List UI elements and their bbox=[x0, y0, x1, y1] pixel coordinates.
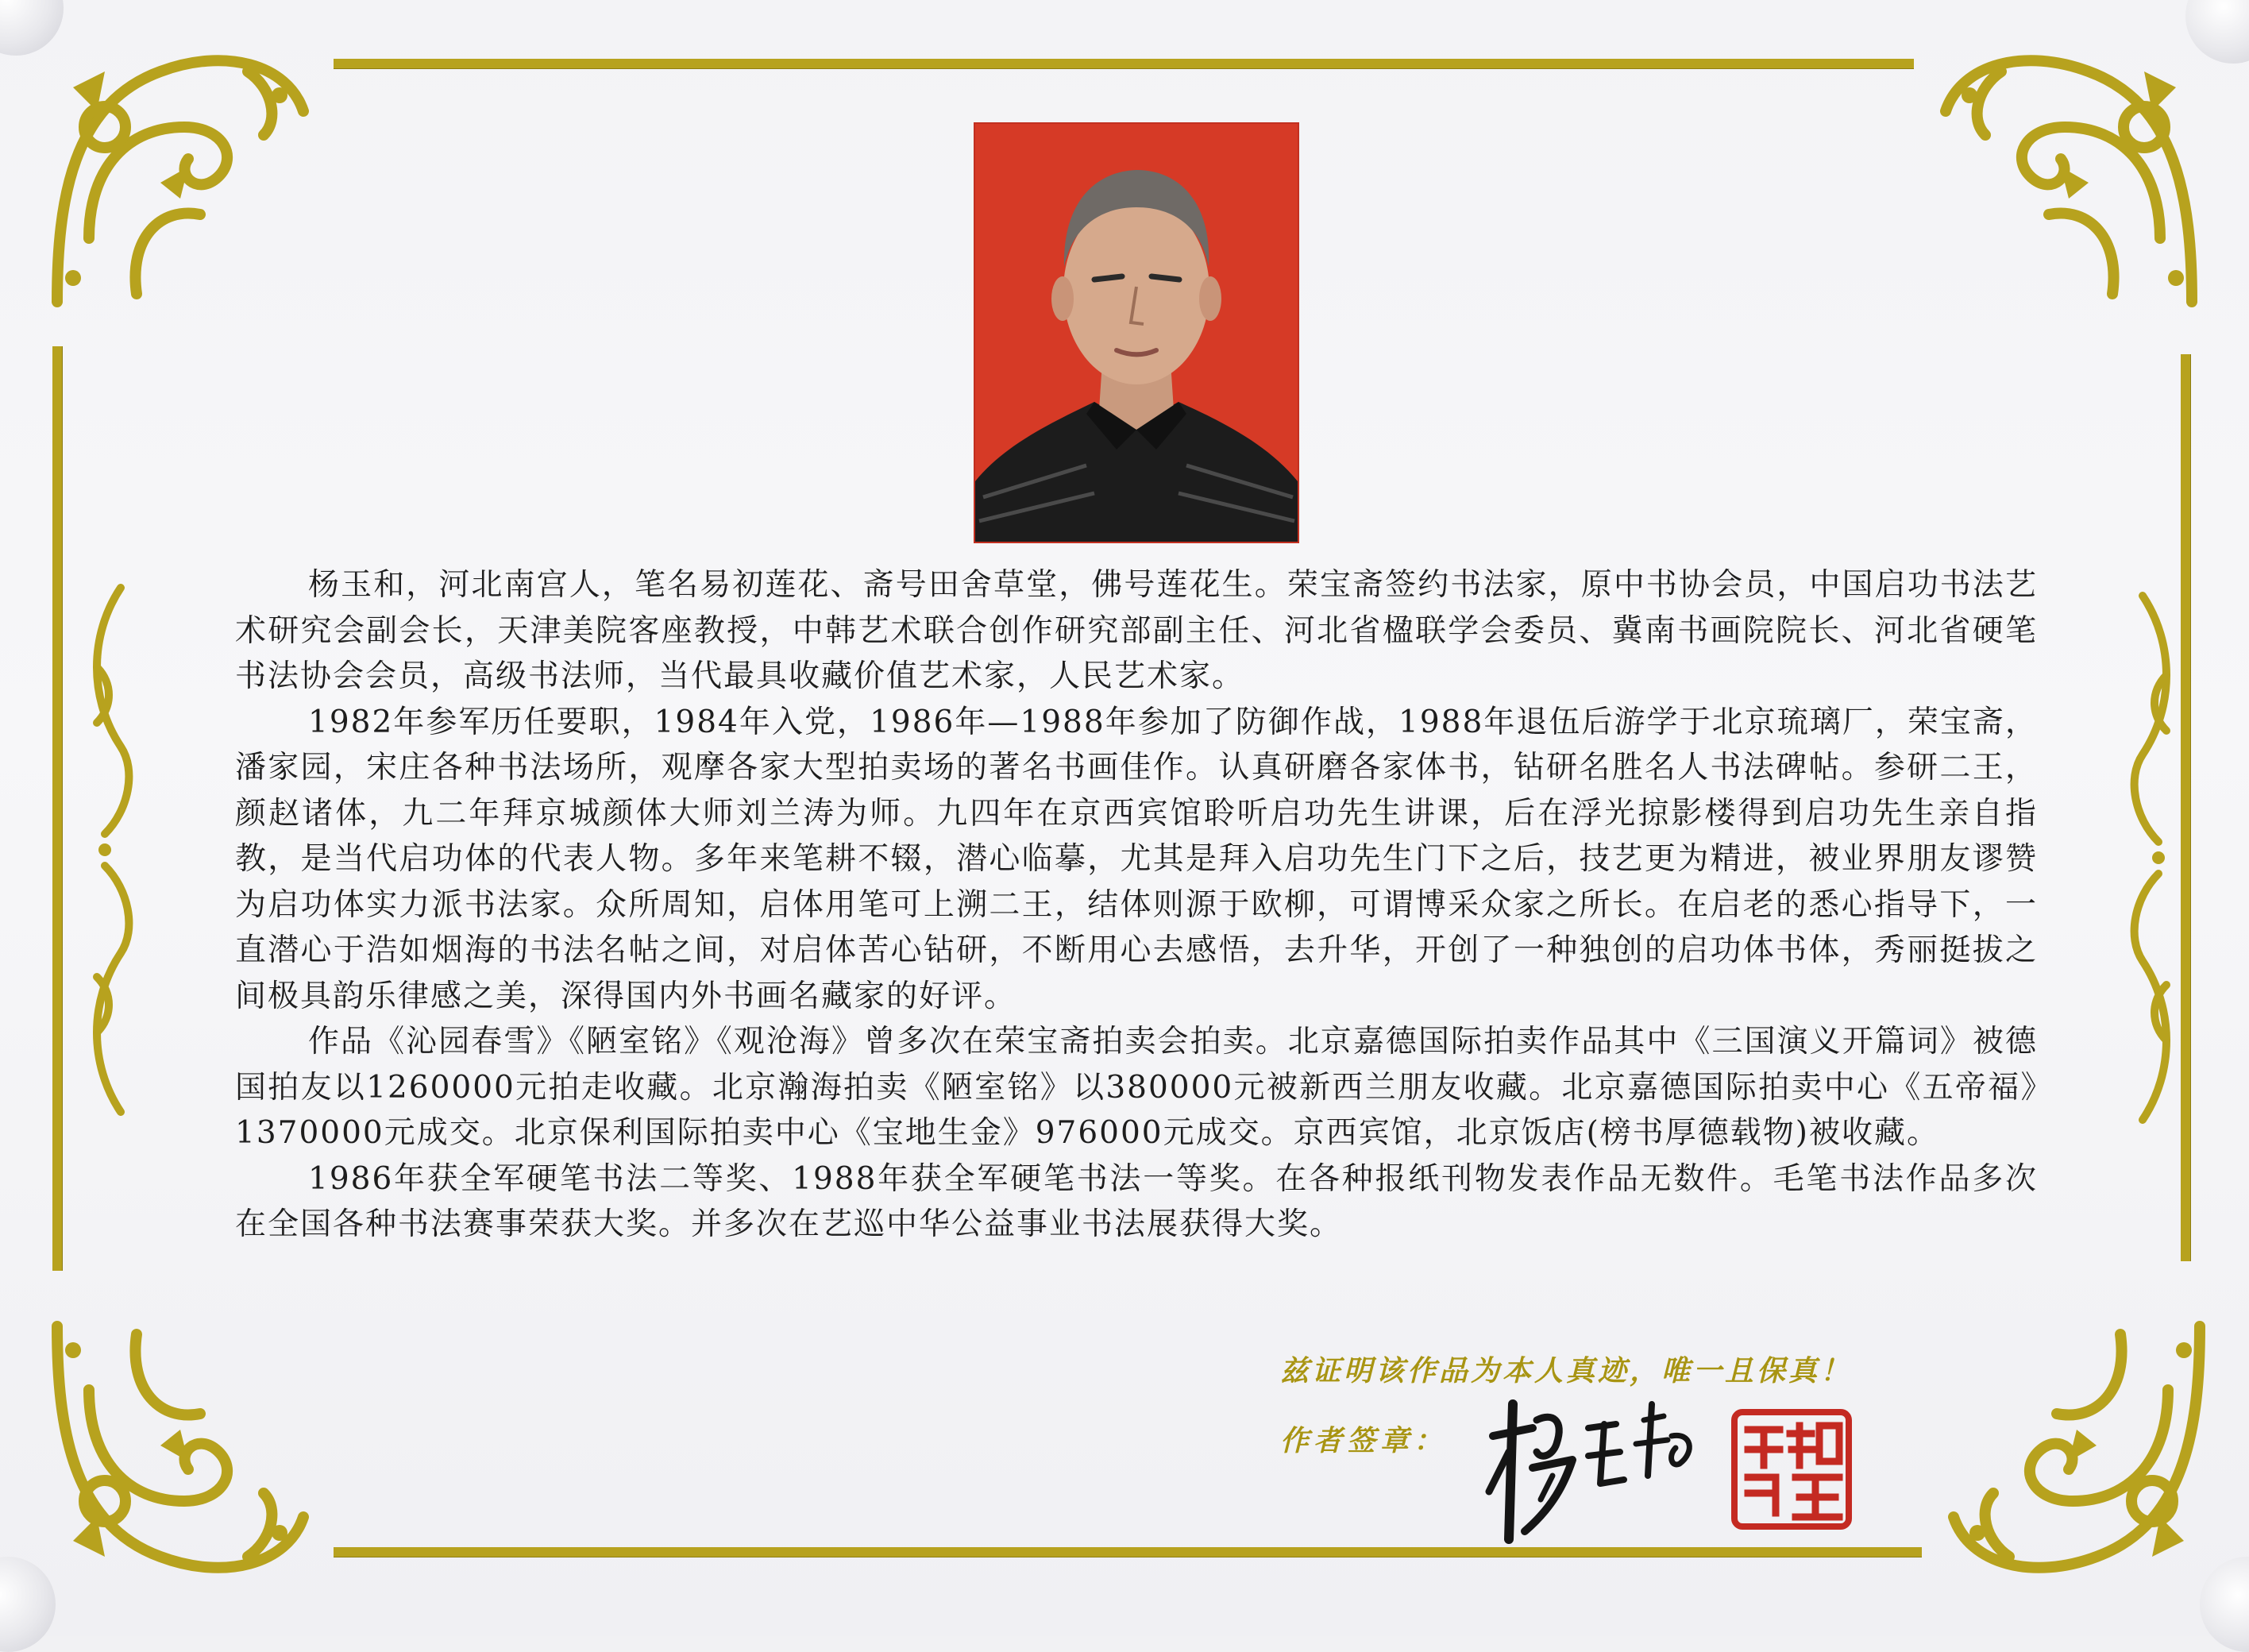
side-ornament-right bbox=[2119, 580, 2190, 1136]
signature-label: 作者签章： bbox=[1280, 1425, 1448, 1457]
handwritten-signature bbox=[1477, 1388, 1699, 1547]
authenticity-statement: 兹证明该作品为本人真迹，唯一且保真！ bbox=[1280, 1355, 1853, 1388]
side-ornament-left bbox=[73, 572, 145, 1128]
corner-ornament-bottom-right bbox=[1930, 1303, 2216, 1588]
corner-ornament-bottom-left bbox=[41, 1303, 327, 1588]
corner-ornament-top-right bbox=[1922, 40, 2208, 326]
biography-text bbox=[235, 562, 2038, 1248]
portrait-photo bbox=[975, 124, 1298, 542]
red-seal-stamp bbox=[1728, 1406, 1855, 1533]
bio-paragraph-2: 1982年参军历任要职，1984年入党，1986年—1988年参加了防御作战，1988年退伍后游学于北京琉璃厂，荣宝斋，潘家园，宋庄各种书法场所，观摩各家大型拍卖场的著名书画佳作。认真研磨各家体书，钻研名胜名人书法碑帖。参研二王，颜赵诸体，九二年拜京城颜体大师刘兰涛为师。九四年在京西宾馆聆听启功先生讲课，后在浮光掠影楼得到启功先生亲自指教，是当代启功体的代表人物。多年来笔耕不辍，潜心临摹，尤其是拜入启功先生门下之后，技艺更为精进，被业界朋友谬赞为启功体实力派书法家。众所周知，启体用笔可上溯二王，结体则源于欧柳，可谓博采众家之所长。在启老的悉心指导下，一直潜心于浩如烟海的书法名帖之间，对启体苦心钻研，不断用心去感悟，去升华，开创了一种独创的启功体书体，秀丽挺拔之间极具韵乐律感之美，深得国内外书画名藏家的好评。 bbox=[235, 704, 2038, 1014]
bio-paragraph-3: 作品《沁园春雪》《陋室铭》《观沧海》曾多次在荣宝斋拍卖会拍卖。北京嘉德国际拍卖作品其中《三国演义开篇词》被德国拍友以1260000元拍走收藏。北京瀚海拍卖《陋室铭》以380000元被新西兰朋友收藏。北京嘉德国际拍卖中心《五帝福》1370000元成交。北京保利国际拍卖中心《宝地生金》976000元成交。京西宾馆，北京饭店(榜书厚德载物)被收藏。 bbox=[235, 1024, 2038, 1151]
corner-ornament-top-left bbox=[41, 40, 327, 326]
bio-paragraph-1: 杨玉和，河北南宫人，笔名易初莲花、斋号田舍草堂，佛号莲花生。荣宝斋签约书法家，原中书协会员，中国启功书法艺术研究会副会长，天津美院客座教授，中韩艺术联合创作研究部副主任、河北省楹联学会委员、冀南书画院院长、河北省硬笔书法协会会员，高级书法师，当代最具收藏价值艺术家，人民艺术家。 bbox=[235, 567, 2038, 694]
bio-paragraph-4: 1986年获全军硬笔书法二等奖、1988年获全军硬笔书法一等奖。在各种报纸刊物发表作品无数件。毛笔书法作品多次在全国各种书法赛事荣获大奖。并多次在艺巡中华公益事业书法展获得大奖。 bbox=[235, 1160, 2038, 1242]
border-left-line bbox=[52, 346, 62, 1271]
border-bottom-line bbox=[334, 1547, 1922, 1557]
border-top-line bbox=[334, 59, 1914, 68]
